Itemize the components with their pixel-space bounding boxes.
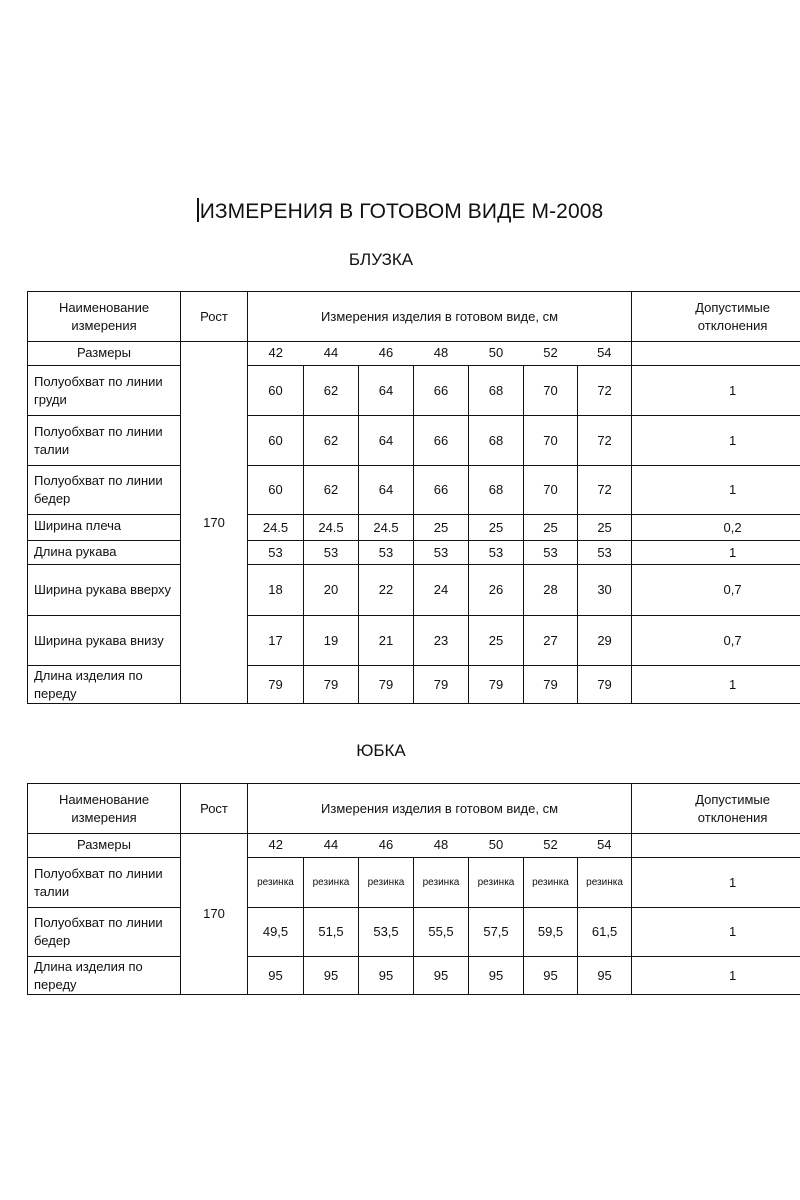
header-tolerance: Допустимые отклонения — [632, 784, 800, 834]
value-cell: 49,5 — [248, 908, 304, 957]
value-cell: 79 — [248, 666, 304, 704]
measurement-name: Полуобхват по линии бедер — [28, 466, 181, 515]
header-row — [28, 784, 800, 834]
value-cell: 72 — [578, 466, 632, 515]
value-cell: резинка — [304, 858, 359, 908]
value-cell: 72 — [578, 366, 632, 416]
text-cursor — [197, 198, 199, 222]
value-cell: 53 — [524, 541, 578, 565]
measurement-name: Полуобхват по линии груди — [28, 366, 181, 416]
value-cell: 60 — [248, 416, 304, 466]
value-cell: 53 — [578, 541, 632, 565]
value-cell: 64 — [359, 366, 414, 416]
page-title-text: ИЗМЕРЕНИЯ В ГОТОВОМ ВИДЕ М-2008 — [199, 200, 604, 223]
value-cell: 24.5 — [248, 515, 304, 541]
value-cell: 26 — [469, 565, 524, 616]
tolerance-cell: 0,7 — [632, 616, 800, 666]
sizes-row — [28, 342, 800, 366]
measurement-name: Полуобхват по линии талии — [28, 858, 181, 908]
value-cell: резинка — [578, 858, 632, 908]
header-name: Наименование измерения — [28, 292, 181, 342]
value-cell: 30 — [578, 565, 632, 616]
value-cell: 66 — [414, 466, 469, 515]
measurement-name: Ширина рукава внизу — [28, 616, 181, 666]
size-header-48: 48 — [414, 342, 469, 366]
value-cell: 59,5 — [524, 908, 578, 957]
value-cell: 95 — [359, 957, 414, 995]
value-cell: 79 — [304, 666, 359, 704]
table-row — [28, 908, 800, 957]
value-cell: 20 — [304, 565, 359, 616]
value-cell: 24.5 — [359, 515, 414, 541]
tolerance-cell: 1 — [632, 908, 800, 957]
value-cell: 25 — [469, 515, 524, 541]
blouse-measurements-table — [27, 291, 800, 704]
table-row — [28, 515, 800, 541]
value-cell: резинка — [414, 858, 469, 908]
measurement-name: Ширина плеча — [28, 515, 181, 541]
value-cell: 28 — [524, 565, 578, 616]
value-cell: 29 — [578, 616, 632, 666]
value-cell: 60 — [248, 366, 304, 416]
value-cell: 17 — [248, 616, 304, 666]
value-cell: 55,5 — [414, 908, 469, 957]
value-cell: 72 — [578, 416, 632, 466]
tolerance-cell: 0,7 — [632, 565, 800, 616]
value-cell: 53 — [248, 541, 304, 565]
value-cell: 66 — [414, 416, 469, 466]
size-header-42: 42 — [248, 834, 304, 858]
height-value: 170 — [181, 342, 248, 704]
value-cell: 79 — [359, 666, 414, 704]
table-row — [28, 957, 800, 995]
value-cell: 62 — [304, 366, 359, 416]
sizes-tolerance-empty — [632, 834, 800, 858]
tolerance-cell: 1 — [632, 541, 800, 565]
table-row — [28, 616, 800, 666]
value-cell: 27 — [524, 616, 578, 666]
value-cell: 70 — [524, 466, 578, 515]
sizes-tolerance-empty — [632, 342, 800, 366]
measurement-name: Полуобхват по линии бедер — [28, 908, 181, 957]
value-cell: 53 — [304, 541, 359, 565]
value-cell: 53,5 — [359, 908, 414, 957]
value-cell: 68 — [469, 366, 524, 416]
value-cell: 79 — [414, 666, 469, 704]
value-cell: резинка — [524, 858, 578, 908]
page-title — [0, 198, 800, 224]
skirt-measurements-table — [27, 783, 800, 995]
table-row — [28, 366, 800, 416]
sizes-label: Размеры — [28, 834, 181, 858]
size-header-50: 50 — [469, 342, 524, 366]
value-cell: 25 — [414, 515, 469, 541]
sizes-row — [28, 834, 800, 858]
value-cell: 25 — [469, 616, 524, 666]
header-tolerance: Допустимые отклонения — [632, 292, 800, 342]
skirt-section-title: ЮБКА — [356, 741, 406, 760]
value-cell: резинка — [359, 858, 414, 908]
value-cell: 95 — [248, 957, 304, 995]
value-cell: 57,5 — [469, 908, 524, 957]
table-row — [28, 541, 800, 565]
blouse-section-title: БЛУЗКА — [348, 250, 414, 269]
value-cell: 53 — [359, 541, 414, 565]
size-header-44: 44 — [304, 342, 359, 366]
value-cell: 25 — [578, 515, 632, 541]
value-cell: 61,5 — [578, 908, 632, 957]
value-cell: 95 — [304, 957, 359, 995]
value-cell: 22 — [359, 565, 414, 616]
value-cell: резинка — [469, 858, 524, 908]
size-header-48: 48 — [414, 834, 469, 858]
measurement-name: Полуобхват по линии талии — [28, 416, 181, 466]
value-cell: 60 — [248, 466, 304, 515]
tolerance-cell: 1 — [632, 416, 800, 466]
size-header-50: 50 — [469, 834, 524, 858]
value-cell: 53 — [414, 541, 469, 565]
tolerance-cell: 0,2 — [632, 515, 800, 541]
table-row — [28, 858, 800, 908]
size-header-54: 54 — [578, 342, 632, 366]
value-cell: 18 — [248, 565, 304, 616]
size-header-42: 42 — [248, 342, 304, 366]
measurement-name: Длина рукава — [28, 541, 181, 565]
header-measurements: Измерения изделия в готовом виде, см — [248, 292, 632, 342]
header-height: Рост — [181, 292, 248, 342]
measurement-name: Длина изделия по переду — [28, 957, 181, 995]
value-cell: 66 — [414, 366, 469, 416]
value-cell: 95 — [578, 957, 632, 995]
value-cell: 25 — [524, 515, 578, 541]
value-cell: 62 — [304, 416, 359, 466]
table-row — [28, 466, 800, 515]
value-cell: 79 — [469, 666, 524, 704]
measurement-name: Ширина рукава вверху — [28, 565, 181, 616]
size-header-52: 52 — [524, 834, 578, 858]
size-header-52: 52 — [524, 342, 578, 366]
value-cell: 70 — [524, 366, 578, 416]
value-cell: 62 — [304, 466, 359, 515]
height-value: 170 — [181, 834, 248, 995]
tolerance-cell: 1 — [632, 957, 800, 995]
value-cell: 95 — [524, 957, 578, 995]
tolerance-cell: 1 — [632, 466, 800, 515]
value-cell: 53 — [469, 541, 524, 565]
header-measurements: Измерения изделия в готовом виде, см — [248, 784, 632, 834]
value-cell: резинка — [248, 858, 304, 908]
value-cell: 51,5 — [304, 908, 359, 957]
value-cell: 68 — [469, 416, 524, 466]
value-cell: 95 — [414, 957, 469, 995]
value-cell: 64 — [359, 466, 414, 515]
value-cell: 24 — [414, 565, 469, 616]
value-cell: 64 — [359, 416, 414, 466]
tolerance-cell: 1 — [632, 666, 800, 704]
table-row — [28, 666, 800, 704]
value-cell: 24.5 — [304, 515, 359, 541]
value-cell: 68 — [469, 466, 524, 515]
size-header-46: 46 — [359, 342, 414, 366]
table-row — [28, 416, 800, 466]
value-cell: 79 — [578, 666, 632, 704]
table-row — [28, 565, 800, 616]
tolerance-cell: 1 — [632, 366, 800, 416]
value-cell: 70 — [524, 416, 578, 466]
value-cell: 95 — [469, 957, 524, 995]
value-cell: 23 — [414, 616, 469, 666]
value-cell: 21 — [359, 616, 414, 666]
size-header-46: 46 — [359, 834, 414, 858]
header-row — [28, 292, 800, 342]
measurement-name: Длина изделия по переду — [28, 666, 181, 704]
header-name: Наименование измерения — [28, 784, 181, 834]
value-cell: 79 — [524, 666, 578, 704]
value-cell: 19 — [304, 616, 359, 666]
sizes-label: Размеры — [28, 342, 181, 366]
size-header-54: 54 — [578, 834, 632, 858]
size-header-44: 44 — [304, 834, 359, 858]
tolerance-cell: 1 — [632, 858, 800, 908]
header-height: Рост — [181, 784, 248, 834]
